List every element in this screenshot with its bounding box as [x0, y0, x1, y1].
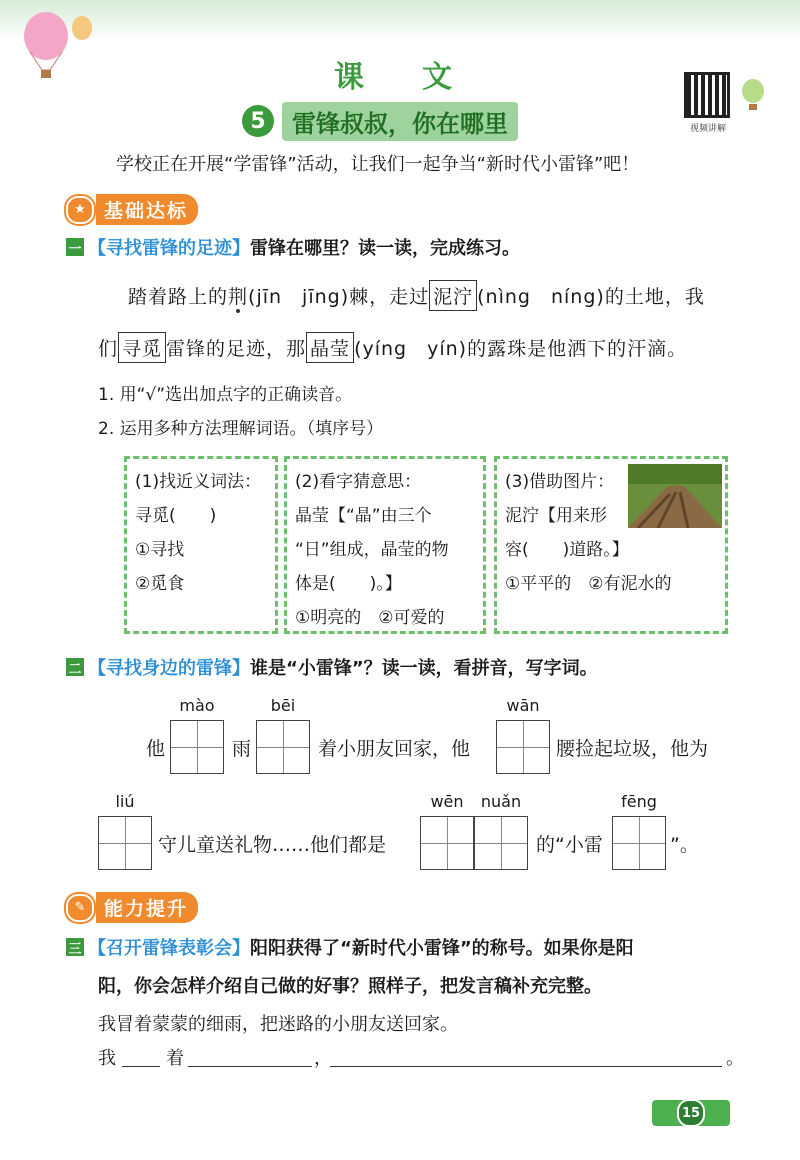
section-label: 能力提升	[96, 892, 198, 923]
sub-question-1: 1. 用“√”选出加点字的正确读音。	[98, 385, 353, 405]
section-label: 基础达标	[96, 194, 198, 225]
fill-text: 着	[166, 1048, 184, 1069]
panel-line: 晶莹【“晶”由三个	[295, 506, 432, 526]
question-text: 阳阳获得了“新时代小雷锋”的称号。如果你是阳	[250, 938, 634, 959]
pinyin-label: nuǎn	[480, 792, 522, 811]
passage-text: (jīn jīng)棘，走过	[248, 286, 430, 308]
panel-line: (2)看字猜意思：	[295, 472, 422, 492]
passage-text: (nìng níng)的土地，我	[477, 286, 705, 308]
intro-text: 学校正在开展“学雷锋”活动，让我们一起争当“新时代小雷锋”吧！	[116, 154, 640, 175]
page-footer	[652, 1100, 730, 1126]
passage-line-1	[128, 280, 705, 311]
panel-line: ①明亮的 ②可爱的	[295, 608, 445, 628]
boxed-word: 晶莹	[306, 332, 354, 363]
question-number: 一	[66, 238, 84, 256]
question-2-heading	[66, 654, 598, 680]
passage-text: 雷锋的足迹，那	[166, 338, 307, 360]
qr-label: 视频讲解	[689, 124, 726, 134]
panel-line: ①寻找	[135, 540, 185, 560]
panel-line: ②觅食	[135, 574, 185, 594]
question-text: 谁是“小雷锋”？读一读，看拼音，写字词。	[250, 658, 598, 679]
question-3-heading	[66, 934, 634, 960]
boxed-word: 寻觅	[118, 332, 166, 363]
section-banner-basic	[66, 194, 198, 225]
sentence-text: 雨	[232, 738, 252, 760]
fill-text: ，	[314, 1048, 332, 1069]
writing-grid[interactable]	[98, 816, 152, 870]
sentence-text: 守儿童送礼物……他们都是	[158, 834, 387, 856]
blank-line[interactable]	[188, 1066, 312, 1067]
fill-text: 我	[98, 1048, 116, 1069]
question-tag: 【寻找身边的雷锋】	[88, 658, 250, 679]
lesson-name: 雷锋叔叔，你在哪里	[282, 102, 518, 141]
writing-grid[interactable]	[420, 816, 474, 870]
question-number: 三	[66, 938, 84, 956]
passage-line-2	[98, 332, 687, 363]
question-tag: 【召开雷锋表彰会】	[88, 938, 250, 959]
blank-line[interactable]	[122, 1066, 160, 1067]
medal-icon: ★	[66, 196, 94, 224]
panel-line: (3)借助图片：	[505, 472, 615, 492]
question-number: 二	[66, 658, 84, 676]
writing-grid[interactable]	[612, 816, 666, 870]
pinyin-label: wān	[506, 696, 540, 715]
question-text: 雷锋在哪里？读一读，完成练习。	[250, 238, 520, 259]
sentence-text: 他	[146, 738, 166, 760]
panel-line[interactable]: 寻觅( )	[135, 506, 217, 526]
boxed-word: 泥泞	[429, 280, 477, 311]
question-tag: 【寻找雷锋的足迹】	[88, 238, 250, 259]
passage-text: 们	[98, 338, 119, 360]
panel-line[interactable]: 容( )道路。】	[505, 540, 629, 560]
qr-code-icon[interactable]	[684, 72, 730, 118]
dotted-char: 荆	[228, 286, 249, 308]
panel-line: 泥泞【用来形	[505, 506, 607, 526]
passage-text: 踏着路上的	[128, 286, 229, 308]
lesson-number: 5	[242, 105, 274, 137]
panel-line: “日”组成，晶莹的物	[295, 540, 449, 560]
pinyin-label: wēn	[430, 792, 464, 811]
sentence-text: 的“小雷	[536, 834, 603, 856]
panel-line[interactable]: 体是( )。】	[295, 574, 402, 594]
writing-grid[interactable]	[170, 720, 224, 774]
category-title: 课 文	[334, 60, 466, 95]
writing-grid[interactable]	[496, 720, 550, 774]
sentence-text: ”。	[670, 834, 699, 856]
page-number: 15	[677, 1099, 705, 1127]
panel-line: (1)找近义词法：	[135, 472, 262, 492]
panel-line: ①平平的 ②有泥水的	[505, 574, 672, 594]
example-sentence: 我冒着蒙蒙的细雨，把迷路的小朋友送回家。	[98, 1014, 458, 1035]
pinyin-label: bēi	[270, 696, 296, 715]
passage-text: (yíng yín)的露珠是他洒下的汗滴。	[354, 338, 688, 360]
lesson-title	[242, 104, 518, 138]
section-banner-ability	[66, 892, 198, 923]
pinyin-label: liú	[115, 792, 135, 811]
sentence-text: 腰捡起垃圾，他为	[556, 738, 709, 760]
muddy-road-image	[628, 464, 722, 528]
book-icon: ✎	[66, 894, 94, 922]
question-3-text-2: 阳，你会怎样介绍自己做的好事？照样子，把发言稿补充完整。	[98, 976, 602, 997]
pinyin-label: mào	[179, 696, 215, 715]
question-1-heading	[66, 234, 520, 260]
panel-guess-meaning	[284, 456, 486, 634]
fill-text: 。	[726, 1048, 744, 1069]
writing-grid[interactable]	[474, 816, 528, 870]
writing-grid[interactable]	[256, 720, 310, 774]
header-band	[0, 0, 800, 42]
panel-synonym	[124, 456, 278, 634]
pinyin-label: fēng	[621, 792, 657, 811]
sentence-text: 着小朋友回家，他	[318, 738, 471, 760]
blank-line[interactable]	[330, 1066, 722, 1067]
sub-question-2: 2. 运用多种方法理解词语。（填序号）	[98, 419, 384, 439]
